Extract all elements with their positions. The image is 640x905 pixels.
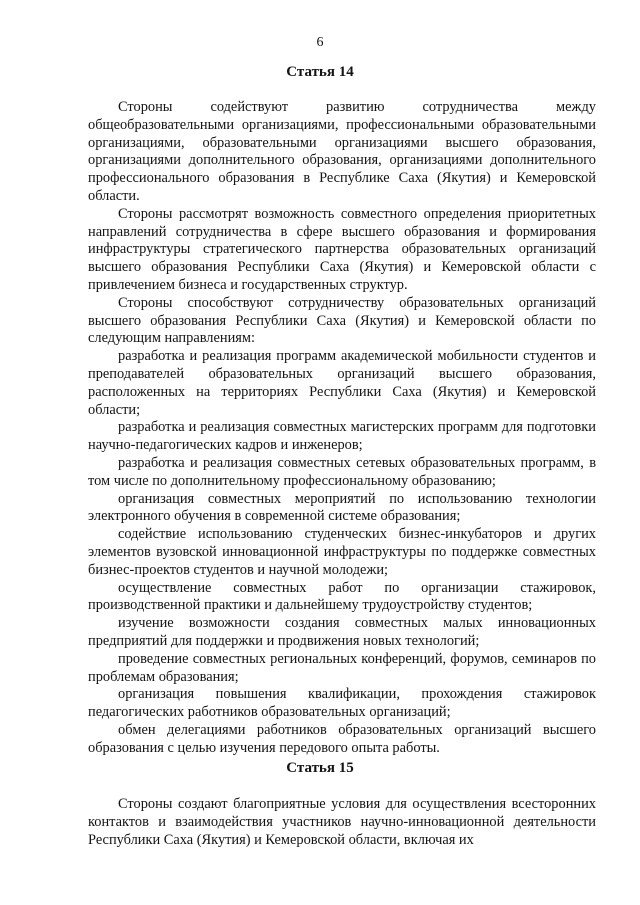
- list-item: изучение возможности создания совместных малых инновационных предприятий для поддержки и продвижения новых технологий;: [88, 615, 596, 649]
- list-item: организация повышения квалификации, прохождения стажировок педагогических работников образовательных организаций;: [88, 686, 596, 721]
- list-item: разработка и реализация программ академической мобильности студентов и преподавателей образовательных организаций высшего образования, расположенных на территориях Республики Саха (Якутия) и Кемеровской области;: [88, 348, 596, 418]
- paragraph: Стороны создают благоприятные условия для осуществления всесторонних контактов и взаимодействия участников научно-инновационной деятельности Республики Саха (Якутия) и Кемеровской области, включая их: [88, 796, 596, 848]
- paragraph: Стороны способствуют сотрудничеству образовательных организаций высшего образования Республики Саха (Якутия) и Кемеровской области по следующим направлениям:: [88, 294, 596, 347]
- list-item: осуществление совместных работ по организации стажировок, производственной практики и дальнейшему трудоустройству студентов;: [88, 579, 596, 614]
- article-15-heading: Статья 15: [286, 760, 354, 776]
- paragraph: Стороны рассмотрят возможность совместного определения приоритетных направлений сотрудничества в сфере высшего образования и формирования инфраструктуры стратегического партнерства образовательных организаций высшего образования Республики Саха (Якутия) и Кемеровской области с привлечением бизнеса и государственных структур.: [88, 205, 596, 293]
- article-14-body: [88, 99, 596, 757]
- list-item: обмен делегациями работников образовательных организаций высшего образования с целью изучения передового опыта работы.: [88, 721, 596, 756]
- list-item: организация совместных мероприятий по использованию технологии электронного обучения в современной системе образования;: [88, 490, 596, 525]
- list-item: разработка и реализация совместных сетевых образовательных программ, в том числе по дополнительному профессиональному образованию;: [88, 454, 596, 489]
- paragraph: Стороны содействуют развитию сотрудничества между общеобразовательными организациями, профессиональными образовательными организациями, образовательными организациями высшего образования, организациями дополнительного образования, организациями дополнительного профессионального образования в Республике Саха (Якутия) и Кемеровской области.: [88, 99, 596, 204]
- article-14-heading: Статья 14: [286, 64, 354, 80]
- article-15-body: [88, 796, 596, 849]
- list-item: разработка и реализация совместных магистерских программ для подготовки научно-педагогических кадров и инженеров;: [88, 419, 596, 454]
- page-number: 6: [316, 35, 324, 50]
- list-item: содействие использованию студенческих бизнес-инкубаторов и других элементов вузовской инновационной инфраструктуры по поддержке совместных бизнес-проектов студентов и научной молодежи;: [88, 526, 596, 578]
- list-item: проведение совместных региональных конференций, форумов, семинаров по проблемам образования;: [88, 650, 596, 685]
